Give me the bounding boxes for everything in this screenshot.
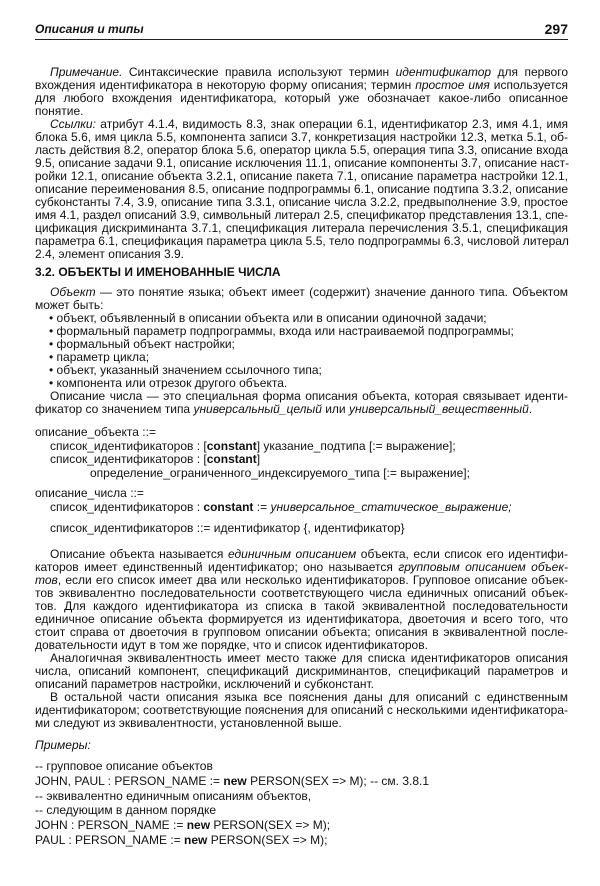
list-item: • компонента или отрезок другого объекта.	[49, 376, 288, 390]
text-run: описание_числа ::=	[35, 486, 144, 501]
text-run: параметра 6.1, спецификация параметра цикла 5.5, тело подпрограммы 6.3, числовой литерал	[35, 234, 569, 248]
code-line	[35, 774, 568, 789]
text-line	[35, 286, 568, 299]
syntax-line	[35, 440, 555, 454]
text-run: используется	[489, 78, 568, 92]
text-run: JOHN : PERSON_NAME :=	[35, 818, 187, 833]
paragraph	[35, 652, 568, 691]
object-intro	[35, 286, 568, 312]
text-run: 2.4, элемент описания 3.9.	[35, 247, 184, 261]
keyword: constant	[206, 452, 257, 467]
text-run: :=	[253, 499, 271, 514]
text-run: Описание объекта называется	[50, 547, 228, 561]
text-run: -- эквивалентно единичным описаниям объектов,	[35, 788, 312, 803]
text-run: атрибут 4.1.4, видимость 8.3, знак операции 6.1, идентификатор 2.3, имя 4.1, имя	[95, 117, 568, 131]
examples-label: Примеры:	[35, 738, 91, 752]
text-run: ласть действия 8.2, оператор блока 5.6, оператор цикла 5.5, операция типа 3.3, описание входа	[35, 143, 568, 157]
text-run: 9.5, описание задачи 9.1, описание исключения 11.1, описание компоненты 3.7, описание наст-	[35, 156, 570, 170]
text-run: В остальной части описания языка все пояснения даны для описаний с единственным	[50, 690, 568, 704]
list-item: • формальный объект настройки;	[49, 337, 235, 351]
body-paragraphs	[35, 548, 568, 730]
text-run: описаний параметров настройки, исключений и субконстант.	[35, 677, 374, 691]
text-run: список_идентификаторов : [	[50, 452, 207, 467]
text-line	[35, 92, 568, 105]
italic-term: групповым описанием объек-	[398, 560, 568, 574]
section-heading: 3.2. ОБЪЕКТЫ И ИМЕНОВАННЫЕ ЧИСЛА	[35, 265, 281, 279]
text-run: JOHN, PAUL : PERSON_NAME :=	[35, 773, 224, 788]
text-run: PERSON(SEX => M);	[210, 818, 331, 833]
code-examples	[35, 759, 568, 848]
italic-term: универсальный_вещественный	[348, 402, 529, 416]
italic-term: простое имя	[415, 78, 490, 92]
text-run: определение_ограниченного_индексируемого_типа [:= выражение];	[90, 465, 470, 480]
italic-term: Объект	[50, 285, 96, 299]
code-line	[35, 759, 568, 774]
text-run: — это понятие языка; объект имеет (содержит) значение данного типа. Объектом	[95, 285, 568, 299]
text-run: объекта, если список его идентифи-	[356, 547, 569, 561]
text-run: тов. Для каждого идентификатора из списка в такой эквивалентной последовательности	[35, 599, 568, 613]
keyword: new	[184, 832, 208, 847]
syntax-rules	[35, 426, 555, 535]
italic-term: универсальный_целый	[193, 402, 322, 416]
text-run: ми следуют из эквивалентности, установленной выше.	[35, 716, 342, 730]
text-run: .	[528, 402, 533, 416]
text-run: блока 5.6, имя цикла 5.5, компонента записи 3.7, конкретизация настройки 12.3, метка 5.1, об-	[35, 130, 568, 144]
text-run: Описание числа — это специальная форма описания объекта, которая связывает иденти-	[50, 389, 568, 403]
text-line	[35, 717, 568, 730]
syntax-line	[35, 522, 555, 536]
text-run: ] указание_подтипа [:= выражение];	[256, 438, 456, 453]
italic-term: тов	[35, 573, 58, 587]
text-run: -- следующим в данном порядке	[35, 803, 217, 818]
objects-section	[35, 286, 568, 416]
text-run: PAUL : PERSON_NAME :=	[35, 832, 185, 847]
keyword: new	[223, 773, 247, 788]
text-run: понятие.	[35, 104, 84, 118]
text-run: , если его список имеет два или несколько идентификаторов. Групповое описание объек-	[57, 573, 568, 587]
keyword: constant	[203, 499, 254, 514]
paragraph	[35, 548, 568, 652]
text-run: описание переименования 8.5, описание подпрограммы 6.1, описание подтипа 3.3.2, описание	[35, 182, 568, 196]
number-declaration-intro	[35, 390, 568, 416]
text-run: ]	[256, 452, 261, 467]
text-run: стоит справа от двоеточия в групповом описании объекта; описания в эквивалентной после-	[35, 625, 568, 639]
syntax-line	[35, 501, 555, 515]
syntax-line	[35, 467, 555, 481]
page-number: 297	[544, 21, 568, 37]
text-run: каторов имеет единственный идентификатор; оно называется	[35, 560, 399, 574]
text-run: тов эквивалентно последовательности соответствующего числа единичных описаний объек-	[35, 586, 568, 600]
italic-term: Ссылки:	[50, 117, 96, 131]
text-line	[35, 248, 568, 261]
text-run: для первого	[491, 65, 569, 79]
text-run: или	[321, 402, 349, 416]
text-run: список_идентификаторов ::= идентификатор {, идентификатор}	[50, 520, 405, 535]
code-line	[35, 818, 568, 833]
italic-term: идентификатор	[395, 65, 492, 79]
list-item: • параметр цикла;	[49, 350, 150, 364]
italic-term: Примечание.	[50, 65, 123, 79]
italic-term: универсальное_статическое_выражение;	[270, 499, 512, 514]
text-run: довательности идут в том же порядке, что и список идентификаторов.	[35, 638, 428, 652]
code-line	[35, 789, 568, 804]
text-run: может быть:	[35, 298, 104, 312]
code-line	[35, 833, 568, 848]
text-run: имя 4.1, раздел описаний 3.9, символьный литерал 2.5, спецификатор представления 13.1, спе-	[35, 208, 568, 222]
text-run: PERSON(SEX => M);	[207, 832, 328, 847]
running-header	[35, 22, 568, 40]
text-line	[35, 403, 568, 416]
text-run: вхождения идентификатора в некоторую форму описания; термин	[35, 78, 416, 92]
text-run: фикатор со значением типа	[35, 402, 194, 416]
list-item: • формальный параметр подпрограммы, входа или настраиваемой подпрограммы;	[49, 324, 514, 338]
text-run: субконстанты 7.4, 3.9, описание типа 3.3.1, описание числа 3.2.2, предвыполнение 3.9, простое	[35, 195, 568, 209]
text-run: Синтаксические правила используют термин	[122, 65, 396, 79]
note-paragraph	[35, 66, 568, 118]
text-run: -- групповое описание объектов	[35, 759, 213, 773]
code-line	[35, 803, 568, 818]
text-run: список_идентификаторов : [	[50, 438, 207, 453]
syntax-line	[35, 487, 555, 501]
text-run: цификация дискриминанта 3.7.1, спецификация литерала перечисления 3.5.1, спецификация	[35, 221, 568, 235]
text-run: Аналогичная эквивалентность имеет место также для списка идентификаторов описания	[50, 651, 568, 665]
text-run: PERSON(SEX => M); -- см. 3.8.1	[246, 773, 430, 788]
text-run: единичное описание объекта формируется из идентификатора, двоеточия и всего того, что	[35, 612, 568, 626]
object-kinds-list	[35, 312, 568, 390]
text-run: описание_объекта ::=	[35, 425, 156, 439]
keyword: constant	[206, 438, 257, 453]
text-run: для любого вхождения идентификатора, который уже обозначает какое-либо описанное	[35, 91, 568, 105]
list-item: • объект, объявленный в описании объекта или в описании одиночной задачи;	[49, 311, 487, 325]
text-run: ройки 12.1, описание объекта 3.2.1, описание пакета 7.1, описание параметра настройки 12.1,	[35, 169, 568, 183]
chapter-title: Описания и типы	[35, 22, 144, 36]
references-paragraph	[35, 118, 568, 261]
text-run: числа, описаний компонент, спецификаций дискриминантов, спецификаций параметров и	[35, 664, 568, 678]
text-run: список_идентификаторов :	[50, 499, 204, 514]
keyword: new	[186, 818, 211, 833]
list-item: • объект, указанный значением ссылочного типа;	[49, 363, 322, 377]
paragraph	[35, 691, 568, 730]
syntax-line	[35, 426, 555, 440]
syntax-line	[35, 453, 555, 467]
italic-term: единичным описанием	[228, 547, 357, 561]
text-run: идентификатором; соответствующие пояснения для описаний с несколькими идентификатора-	[35, 703, 568, 717]
